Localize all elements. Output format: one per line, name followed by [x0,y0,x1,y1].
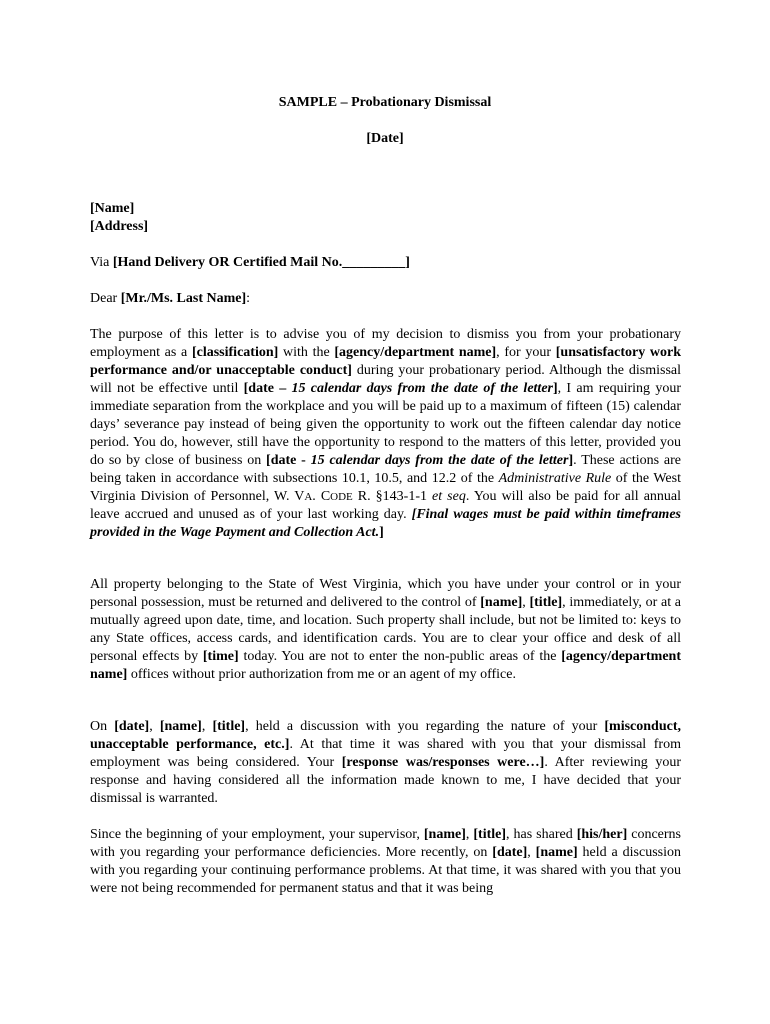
p1-wage-note: [Final wages must be paid within timeframes provided in the Wage Payment and Collection Act. [90,507,681,540]
p1-date-open: [date – [243,381,292,396]
p1-text: with the [278,345,335,360]
p4-text: , has shared [506,827,577,842]
via-label: Via [90,255,113,270]
paragraph-purpose [90,326,681,542]
p4-text: , [527,845,536,860]
p2-text: , [522,595,530,610]
p4-text: concerns with you regarding your performance deficiencies. More recently, on [90,827,682,860]
p3-text: , held a discussion with you regarding the nature of your [245,719,605,734]
p1-text: during your probationary period. Although the dismissal will not be effective until [90,363,681,396]
p1-text: . These actions are being taken in accordance with subsections 10.1, 10.5, and 12.2 of the [90,453,682,486]
p2-text: , immediately, or at a mutually agreed upon date, time, and location. Such property shall include, but not be limited to: keys to any State offices, access cards, and identification cards. You are to clear your office and desk of all personal effects by [90,595,682,664]
p1-date-close: ] [552,381,558,396]
p3-name: [name] [159,719,202,734]
p3-misconduct: [misconduct, unacceptable performance, etc.] [90,719,681,752]
paragraph-discussion [90,718,681,808]
delivery-line [90,254,681,272]
p1-text: . You will also be paid for all annual leave accrued and unused as of your last working day. [90,489,682,522]
p3-text: . At that time it was shared with you that your dismissal from employment was being considered. Your [90,737,681,770]
p3-text: . After reviewing your response and having considered all the information made known to me, I have decided that your dismissal is warranted. [90,755,681,806]
p1-response-date-close: ] [568,453,574,468]
p1-classification: [classification] [191,345,279,360]
p4-date: [date] [492,845,528,860]
p1-agency: [agency/department name] [334,345,497,360]
recipient-name: [Name] [90,201,135,216]
recipient-address: [Address] [90,219,149,234]
p4-pronoun: [his/her] [576,827,628,842]
p1-date-note: 15 calendar days from the date of the letter [291,381,553,396]
p1-smallcaps: ODE [330,491,353,503]
salutation [90,290,681,308]
p2-text: offices without prior authorization from me or an agent of my office. [127,667,516,682]
p1-text: of the West Virginia Division of Personnel, W. V [90,471,681,504]
p2-agency: [agency/department name] [90,649,681,682]
p1-smallcaps: A [304,491,313,503]
via-value: [Hand Delivery OR Certified Mail No._________] [112,255,410,270]
p2-name: [name] [480,595,523,610]
p1-et-seq: et seq [432,489,466,504]
p4-name-2: [name] [535,845,578,860]
p3-title: [title] [212,719,246,734]
salutation-value: [Mr./Ms. Last Name] [120,291,247,306]
p1-response-date-open: [date - [266,453,311,468]
p1-text: R. §143-1-1 [352,489,433,504]
p1-wage-note-close: ] [379,525,384,540]
letter-date: [Date] [366,131,404,146]
p3-text: On [90,719,115,734]
salutation-prefix: Dear [90,291,121,306]
paragraph-employment-history [90,826,681,898]
p3-date: [date] [114,719,150,734]
p4-text: held a discussion with you regarding your continuing performance problems. At that time, it was shared with you that you were not being recommended for permanent status and that it was being [90,845,681,896]
p1-response-date-note: 15 calendar days from the date of the letter [310,453,569,468]
p2-time: [time] [202,649,239,664]
p2-title: [title] [529,595,563,610]
p1-text: . C [312,489,331,504]
p4-text: Since the beginning of your employment, your supervisor, [90,827,424,842]
p1-text: , for your [496,345,556,360]
p4-text: , [465,827,474,842]
p2-text: today. You are not to enter the non-public areas of the [238,649,562,664]
p4-title: [title] [473,827,507,842]
p4-name: [name] [423,827,466,842]
p2-text: All property belonging to the State of West Virginia, which you have under your control or in your personal possession, must be returned and delivered to the control of [90,577,681,610]
p1-text: , I am requiring your immediate separation from the workplace and you will be paid up to a maximum of fifteen (15) calendar days’ severance pay instead of being given the opportunity to work out the fifteen calendar day notice period. You do, however, still have the opportunity to respond to the matters of this letter, provided you do so by close of business on [90,381,681,468]
p1-reason: [unsatisfactory work performance and/or unacceptable conduct] [90,345,682,378]
p3-response: [response was/responses were…] [341,755,545,770]
letter-title: SAMPLE – Probationary Dismissal [278,95,492,110]
paragraph-property [90,576,681,684]
salutation-suffix: : [246,291,251,306]
p3-text: , [201,719,213,734]
p1-text: The purpose of this letter is to advise you of my decision to dismiss you from your probationary employment as a [90,327,681,360]
p1-rule-title: Administrative Rule [498,471,612,486]
p3-text: , [149,719,160,734]
